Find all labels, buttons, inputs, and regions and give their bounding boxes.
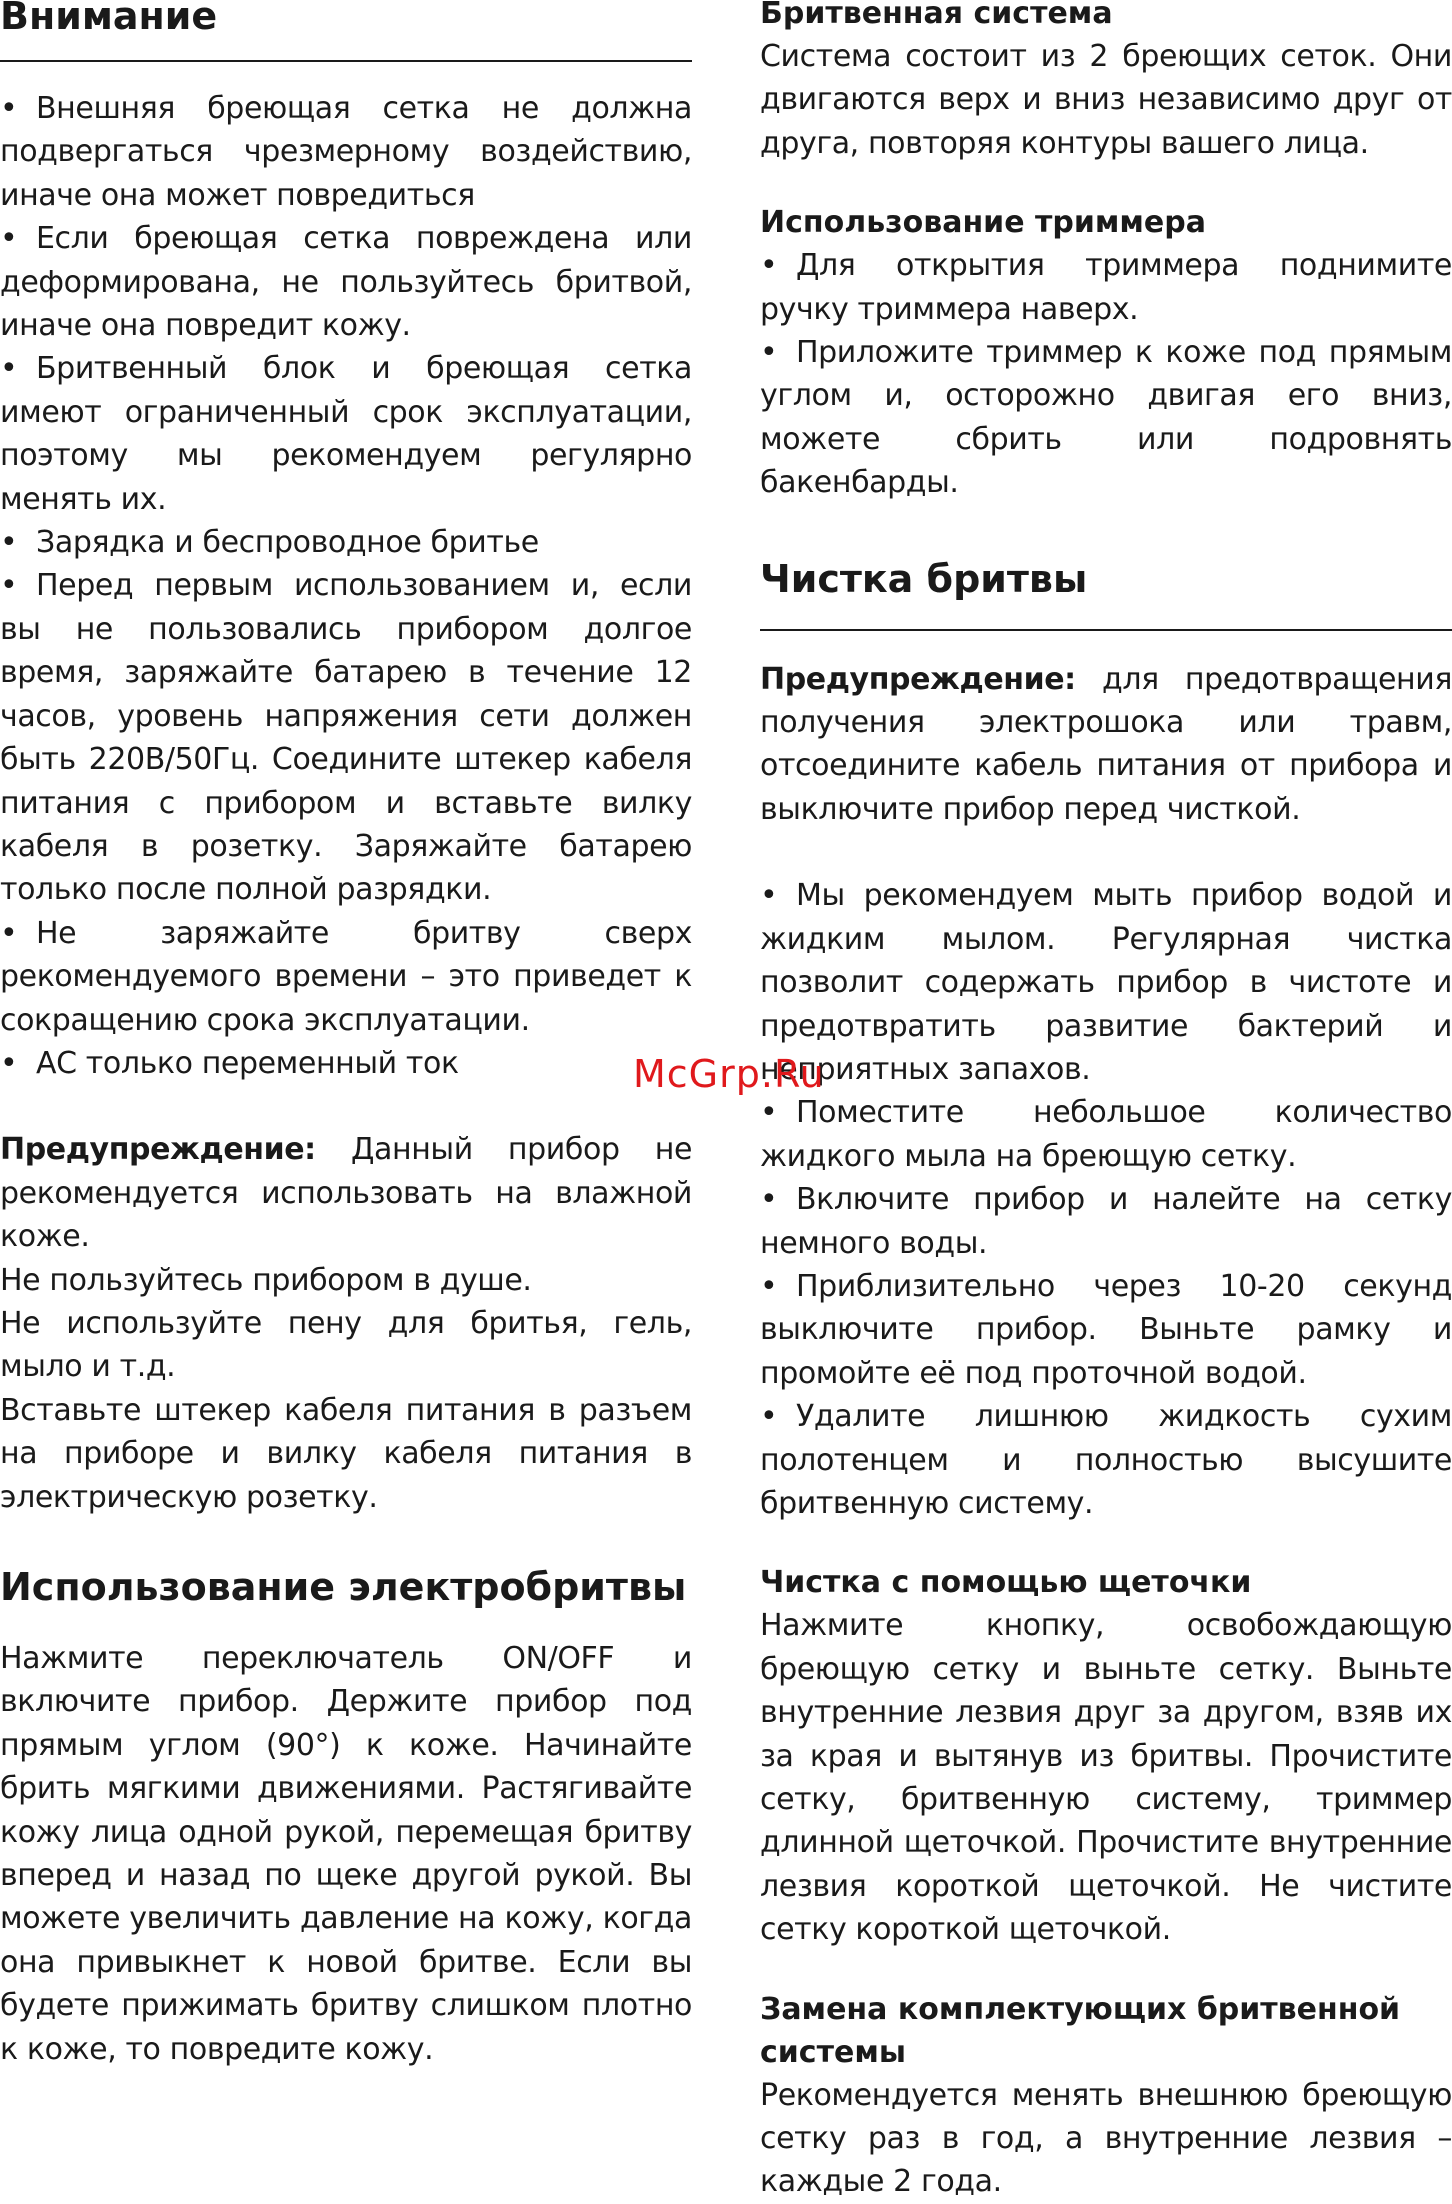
watermark: McGrp.Ru: [633, 1052, 825, 1096]
shower-paragraph: Не пользуйтесь прибором в душе.: [0, 1262, 532, 1298]
attention-rule: [0, 60, 692, 62]
cleaning-warning-paragraph: Предупреждение: для предотвращения получения электрошока или травм, отсоедините кабель питания от прибора и выключите прибор перед чисткой.: [760, 661, 1452, 827]
usage-paragraph: Нажмите переключатель ON/OFF и включите прибор. Держите прибор под прямым углом (90°) к коже. Начинайте брить мягкими движениями. Растягивайте кожу лица одной рукой, перемещая бритву вперед и назад по щеке другой рукой. Вы можете увеличить давление на кожу, когда она привыкнет к новой бритве. Если вы будете прижимать бритву слишком плотно к коже, то повредите кожу.: [0, 1641, 692, 2067]
list-item: • Приложите триммер к коже под прямым углом и, осторожно двигая его вниз, можете сбрить или подровнять бакенбарды.: [760, 335, 1452, 501]
plug-paragraph: Вставьте штекер кабеля питания в разъем на приборе и вилку кабеля питания в электрическую розетку.: [0, 1392, 692, 1515]
brush-heading: Чистка с помощью щеточки: [760, 1565, 1252, 1601]
cleaning-list: [760, 874, 1452, 1525]
list-item: • Перед первым использованием и, если вы не пользовались прибором долгое время, заряжайте батарею в течение 12 часов, уровень напряжения сети должен быть 220В/50Гц. Соедините штекер кабеля питания с прибором и вставьте вилку кабеля в розетку. Заряжайте батарею только после полной разрядки.: [0, 568, 692, 908]
list-item: • Не заряжайте бритву сверх рекомендуемого времени – это приведет к сокращению срока эксплуатации.: [0, 915, 692, 1038]
replace-heading: Замена комплектующих бритвенной системы: [760, 1991, 1401, 2070]
foam-paragraph: Не используйте пену для бритья, гель, мыло и т.д.: [0, 1305, 692, 1385]
system-paragraph: Система состоит из 2 бреющих сеток. Они двигаются верх и вниз независимо друг от друга, повторяя контуры вашего лица.: [760, 39, 1452, 161]
attention-list: [0, 87, 692, 1085]
brush-paragraph: Нажмите кнопку, освобождающую бреющую сетку и выньте сетку. Выньте внутренние лезвия друг за другом, взяв их за края и вытянув из бритвы. Прочистите сетку, бритвенную систему, триммер длинной щеточкой. Прочистите внутренние лезвия короткой щеточкой. Не чистите сетку короткой щеточкой.: [760, 1608, 1452, 1948]
list-item: • Поместите небольшое количество жидкого мыла на бреющую сетку.: [760, 1095, 1452, 1174]
replace-paragraph: Рекомендуется менять внешнюю бреющую сетку раз в год, а внутренние лезвия – каждые 2 года.: [760, 2077, 1452, 2200]
left-column: [0, 0, 692, 2071]
list-item: • АС только переменный ток: [0, 1045, 459, 1081]
cleaning-rule: [760, 629, 1452, 631]
list-item: • Включите прибор и налейте на сетку немного воды.: [760, 1182, 1452, 1261]
system-heading: Бритвенная система: [760, 0, 1113, 31]
list-item: • Удалите лишнюю жидкость сухим полотенцем и полностью высушите бритвенную систему.: [760, 1399, 1452, 1521]
list-item: • Зарядка и беспроводное бритье: [0, 525, 539, 561]
cleaning-warning-label: Предупреждение:: [760, 661, 1076, 697]
list-item: • Мы рекомендуем мыть прибор водой и жидким мылом. Регулярная чистка позволит содержать прибор в чистоте и предотвратить развитие бактерий и неприятных запахов.: [760, 878, 1452, 1087]
trimmer-list: [760, 244, 1452, 504]
attention-heading: Внимание: [0, 0, 218, 38]
list-item: • Внешняя бреющая сетка не должна подвергаться чрезмерному воздействию, иначе она может повредиться: [0, 91, 692, 213]
list-item: • Для открытия триммера поднимите ручку триммера наверх.: [760, 248, 1452, 327]
list-item: • Бритвенный блок и бреющая сетка имеют ограниченный срок эксплуатации, поэтому мы рекомендуем регулярно менять их.: [0, 351, 692, 517]
warning-paragraph: Предупреждение: Данный прибор не рекомендуется использовать на влажной коже.: [0, 1132, 693, 1255]
usage-heading: Использование электробритвы: [0, 1565, 687, 1609]
list-item: • Приблизительно через 10-20 секунд выключите прибор. Выньте рамку и промойте её под проточной водой.: [760, 1268, 1452, 1391]
trimmer-heading: Использование триммера: [760, 205, 1206, 241]
right-column: [760, 0, 1452, 2204]
cleaning-heading: Чистка бритвы: [760, 556, 1088, 601]
warning-label: Предупреждение:: [0, 1132, 316, 1168]
list-item: • Если бреющая сетка повреждена или деформирована, не пользуйтесь бритвой, иначе она повредит кожу.: [0, 221, 692, 344]
